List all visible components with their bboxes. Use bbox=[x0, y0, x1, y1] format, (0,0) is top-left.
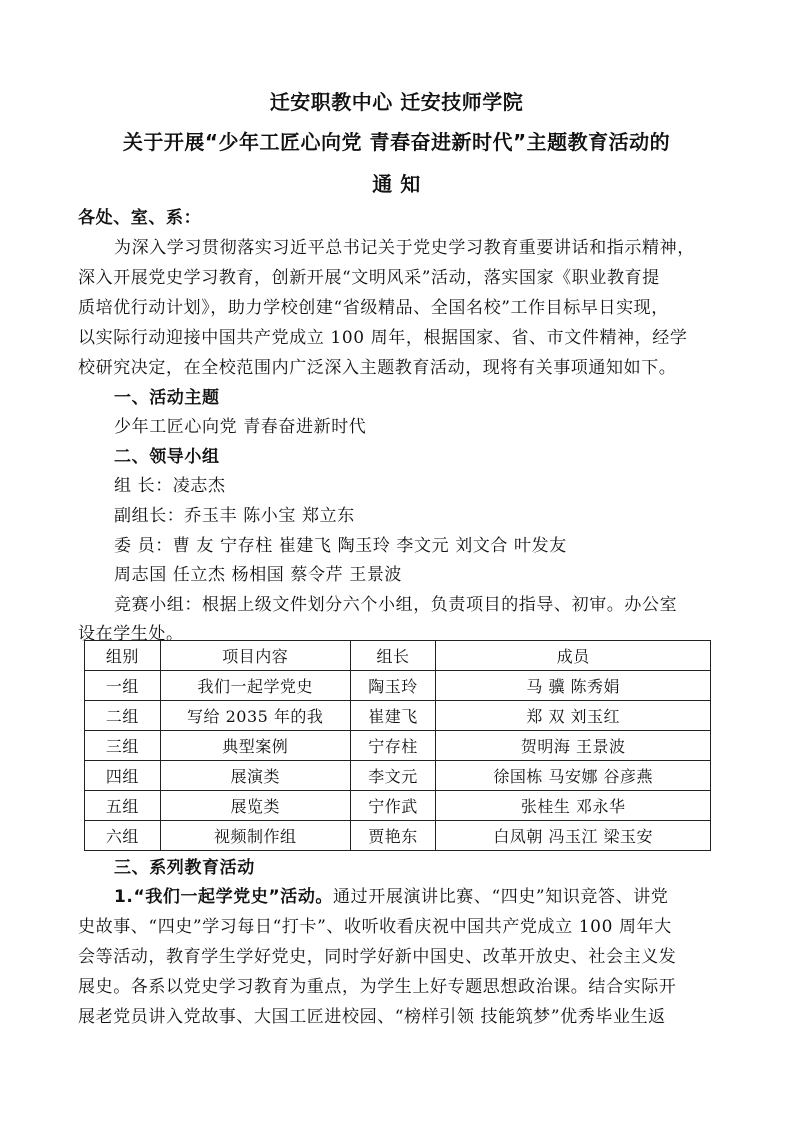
table-cell: 展览类 bbox=[160, 791, 350, 821]
contest-group-line-1: 竞赛小组：根据上级文件划分六个小组，负责项目的指导、初审。办公室 bbox=[114, 595, 678, 615]
section2-heading: 二、领导小组 bbox=[114, 447, 220, 467]
table-row bbox=[85, 761, 711, 791]
intro-line-4: 以实际行动迎接中国共产党成立 100 周年，根据国家、省、市文件精神，经学 bbox=[78, 328, 688, 348]
members-line-2: 周志国 任立杰 杨相国 蔡令芹 王景波 bbox=[114, 565, 403, 585]
org-title: 迁安职教中心 迁安技师学院 bbox=[269, 90, 524, 114]
table-cell: 崔建飞 bbox=[350, 701, 436, 731]
members-line-1: 委 员：曹 友 宁存柱 崔建飞 陶玉玲 李文元 刘文合 叶发友 bbox=[114, 536, 567, 556]
table-cell: 陶玉玲 bbox=[350, 671, 436, 701]
table-row bbox=[85, 821, 711, 851]
activity1-line-3: 会等活动，教育学生学好党史，同时学好新中国史、改革开放史、社会主义发 bbox=[78, 947, 677, 967]
table-cell: 郑 双 刘玉红 bbox=[436, 701, 711, 731]
table-cell: 李文元 bbox=[350, 761, 436, 791]
header-cell: 组长 bbox=[350, 641, 436, 671]
table-cell: 六组 bbox=[85, 821, 161, 851]
table-cell: 白凤朝 冯玉江 梁玉安 bbox=[436, 821, 711, 851]
table-row bbox=[85, 731, 711, 761]
table-cell: 视频制作组 bbox=[160, 821, 350, 851]
table-row bbox=[85, 671, 711, 701]
table-cell: 张桂生 邓永华 bbox=[436, 791, 711, 821]
table-cell: 徐国栋 马安娜 谷彦燕 bbox=[436, 761, 711, 791]
contest-group-line-2: 设在学生处。 bbox=[78, 624, 184, 644]
table-cell: 二组 bbox=[85, 701, 161, 731]
intro-line-2: 深入开展党史学习教育，创新开展“文明风采”活动，落实国家《职业教育提 bbox=[78, 268, 660, 288]
section1-theme: 少年工匠心向党 青春奋进新时代 bbox=[114, 417, 367, 437]
table-cell: 写给 2035 年的我 bbox=[160, 701, 350, 731]
section1-heading: 一、活动主题 bbox=[114, 388, 220, 408]
table-cell: 四组 bbox=[85, 761, 161, 791]
group-leader: 组 长：凌志杰 bbox=[114, 476, 226, 496]
header-cell: 组别 bbox=[85, 641, 161, 671]
notice-type: 通 知 bbox=[372, 172, 421, 196]
table-cell: 展演类 bbox=[160, 761, 350, 791]
activity1-title: 1.“我们一起学党史”活动。 bbox=[114, 887, 334, 907]
salutation: 各处、室、系： bbox=[78, 208, 202, 228]
table-cell: 五组 bbox=[85, 791, 161, 821]
deputy-leaders: 副组长：乔玉丰 陈小宝 郑立东 bbox=[114, 506, 355, 526]
activity1-line-1 bbox=[114, 886, 718, 908]
notice-subject: 关于开展“少年工匠心向党 青春奋进新时代”主题教育活动的 bbox=[122, 130, 671, 154]
activity1-line-2: 史故事、“四史”学习每日“打卡”、收听收看庆祝中国共产党成立 100 周年大 bbox=[78, 917, 672, 937]
table-cell: 宁作武 bbox=[350, 791, 436, 821]
header-cell: 成员 bbox=[436, 641, 711, 671]
intro-line-1: 为深入学习贯彻落实习近平总书记关于党史学习教育重要讲话和指示精神， bbox=[114, 238, 695, 258]
table-cell: 贺明海 王景波 bbox=[436, 731, 711, 761]
table-row bbox=[85, 701, 711, 731]
activity1-text: 通过开展演讲比赛、“四史”知识竞答、讲党 bbox=[333, 887, 669, 907]
table-cell: 马 骥 陈秀娟 bbox=[436, 671, 711, 701]
table-cell: 典型案例 bbox=[160, 731, 350, 761]
table-cell: 三组 bbox=[85, 731, 161, 761]
table-row bbox=[85, 791, 711, 821]
intro-line-3: 质培优行动计划》，助力学校创建“省级精品、全国名校”工作目标早日实现， bbox=[78, 298, 669, 318]
activity1-line-4: 展史。各系以党史学习教育为重点，为学生上好专题思想政治课。结合实际开 bbox=[78, 977, 677, 997]
table-cell: 我们一起学党史 bbox=[160, 671, 350, 701]
table-cell: 宁存柱 bbox=[350, 731, 436, 761]
table-cell: 一组 bbox=[85, 671, 161, 701]
intro-line-5: 校研究决定，在全校范围内广泛深入主题教育活动，现将有关事项通知如下。 bbox=[78, 358, 677, 378]
activity1-line-5: 展老党员讲入党故事、大国工匠进校园、“榜样引领 技能筑梦”优秀毕业生返 bbox=[78, 1007, 666, 1027]
header-cell: 项目内容 bbox=[160, 641, 350, 671]
table-header-row bbox=[85, 641, 711, 671]
section3-heading: 三、系列教育活动 bbox=[114, 858, 255, 878]
group-table bbox=[84, 640, 711, 851]
table-cell: 贾艳东 bbox=[350, 821, 436, 851]
